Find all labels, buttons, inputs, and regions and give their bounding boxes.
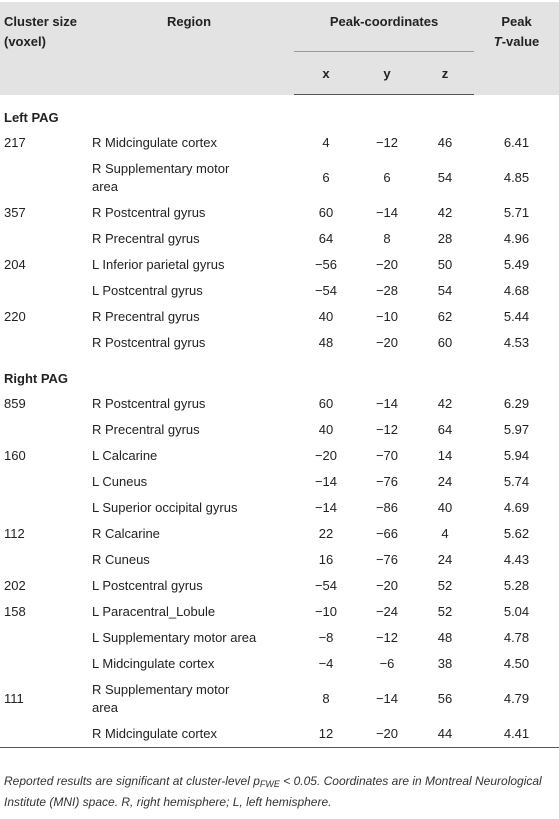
cell-z: 24 xyxy=(437,474,453,489)
cell-cluster-size: 112 xyxy=(4,526,25,541)
cell-x: −8 xyxy=(318,630,334,645)
cell-y: 6 xyxy=(383,170,391,185)
cell-x: 22 xyxy=(318,526,334,541)
cell-cluster-size xyxy=(0,495,88,521)
cell-cluster-size: 204 xyxy=(4,257,26,272)
cell-t-value: 4.85 xyxy=(503,170,530,185)
table-row xyxy=(0,521,559,547)
table-row xyxy=(0,278,559,304)
cell-region: L Inferior parietal gyrus xyxy=(92,257,225,272)
cell-z: 48 xyxy=(437,630,453,645)
table-row xyxy=(0,721,559,748)
table-row xyxy=(0,226,559,252)
cell-z: 4 xyxy=(441,526,449,541)
cell-region: R Postcentral gyrus xyxy=(92,205,206,220)
cell-x: 64 xyxy=(318,231,334,246)
cell-x: −4 xyxy=(318,656,334,671)
cell-cluster-size xyxy=(0,625,88,651)
cell-t-value: 4.50 xyxy=(503,656,530,671)
cell-cluster-size xyxy=(0,721,88,748)
cell-x: −10 xyxy=(314,604,338,619)
cell-t-value: 5.62 xyxy=(503,526,530,541)
cell-x: 48 xyxy=(318,335,334,350)
cell-region: R Midcingulate cortex xyxy=(88,721,294,748)
cell-region: R Precentral gyrus xyxy=(92,422,200,437)
cell-t-value: 6.41 xyxy=(503,135,530,150)
cell-t-value: 4.79 xyxy=(503,691,530,706)
cell-y: −12 xyxy=(375,422,399,437)
cell-cluster-size xyxy=(0,226,88,252)
header-peak-t-value xyxy=(474,2,559,95)
cell-y: −28 xyxy=(375,283,399,298)
cell-t-value: 4.69 xyxy=(503,500,530,515)
cell-x: 16 xyxy=(318,552,334,567)
cell-region: R Supplementary motor area xyxy=(92,161,230,194)
table-row xyxy=(0,625,559,651)
cell-cluster-size xyxy=(0,330,88,356)
cell-x: 60 xyxy=(318,396,334,411)
cell-z: 14 xyxy=(437,448,453,463)
cell-cluster-size xyxy=(0,417,88,443)
header-z: z xyxy=(416,52,474,95)
header-region: Region xyxy=(88,2,294,95)
cell-region: R Precentral gyrus xyxy=(92,231,200,246)
cell-y: −20 xyxy=(375,257,399,272)
header-peak-label: Peak xyxy=(501,14,532,29)
cell-y: −20 xyxy=(375,578,399,593)
cell-z: 52 xyxy=(437,604,453,619)
cell-t-value: 5.71 xyxy=(503,205,530,220)
cell-cluster-size: 357 xyxy=(4,205,26,220)
cell-x: −20 xyxy=(314,448,338,463)
table-row xyxy=(0,469,559,495)
cell-y: −14 xyxy=(375,205,399,220)
footnote-part-2: < 0.05. Coordinates are in Montreal Neurological Institute (MNI) space. R, right hemisphere; L, left hemisphere. xyxy=(4,774,542,809)
header-t-italic: T xyxy=(493,34,502,49)
cell-y: 8 xyxy=(383,231,391,246)
cell-z: 28 xyxy=(437,231,453,246)
table-row xyxy=(0,677,559,721)
cell-x: 8 xyxy=(322,691,330,706)
cell-region: L Postcentral gyrus xyxy=(92,578,203,593)
cell-t-value: 5.44 xyxy=(503,309,530,324)
cell-x: −56 xyxy=(314,257,338,272)
cell-z: 54 xyxy=(437,283,453,298)
table-row xyxy=(0,391,559,417)
cell-region: R Calcarine xyxy=(92,526,160,541)
cell-z: 52 xyxy=(437,578,453,593)
cell-t-value: 4.68 xyxy=(503,283,530,298)
cell-cluster-size xyxy=(0,278,88,304)
cell-region: L Paracentral_Lobule xyxy=(92,604,216,619)
header-t-value-label: -value xyxy=(501,34,540,49)
cell-y: −24 xyxy=(375,604,399,619)
table-row xyxy=(0,200,559,226)
cell-region: L Calcarine xyxy=(92,448,158,463)
cell-t-value: 5.04 xyxy=(503,604,530,619)
cell-t-value: 4.43 xyxy=(503,552,530,567)
table-body xyxy=(0,95,559,748)
cell-region: L Cuneus xyxy=(92,474,148,489)
cell-z: 64 xyxy=(437,422,453,437)
cell-y: −20 xyxy=(358,721,416,748)
cell-region: L Postcentral gyrus xyxy=(92,283,203,298)
cell-cluster-size xyxy=(0,469,88,495)
cell-region: L Superior occipital gyrus xyxy=(92,500,238,515)
cell-region: R Precentral gyrus xyxy=(92,309,200,324)
cell-z: 40 xyxy=(437,500,453,515)
table-row xyxy=(0,417,559,443)
cell-cluster-size: 111 xyxy=(4,691,24,706)
cell-cluster-size: 158 xyxy=(4,604,26,619)
header-cluster-size xyxy=(0,2,88,95)
cell-cluster-size: 220 xyxy=(4,309,26,324)
cell-cluster-size: 160 xyxy=(4,448,26,463)
cell-t-value: 4.96 xyxy=(503,231,530,246)
cell-x: −14 xyxy=(314,474,338,489)
cell-y: −6 xyxy=(379,656,395,671)
cell-t-value: 6.29 xyxy=(503,396,530,411)
table-row xyxy=(0,304,559,330)
cell-z: 24 xyxy=(437,552,453,567)
header-x: x xyxy=(294,52,358,95)
cell-z: 56 xyxy=(437,691,453,706)
cell-z: 38 xyxy=(437,656,453,671)
cell-z: 44 xyxy=(416,721,474,748)
table-row xyxy=(0,156,559,200)
table-row xyxy=(0,443,559,469)
cell-cluster-size xyxy=(0,651,88,677)
cell-t-value: 4.53 xyxy=(503,335,530,350)
section-label: Right PAG xyxy=(4,371,69,386)
table-row xyxy=(0,599,559,625)
cell-t-value: 5.74 xyxy=(503,474,530,489)
cell-z: 42 xyxy=(437,205,453,220)
cell-x: 6 xyxy=(322,170,330,185)
cell-z: 42 xyxy=(437,396,453,411)
cell-y: −76 xyxy=(375,474,399,489)
section-row xyxy=(0,356,559,391)
cell-x: −14 xyxy=(314,500,338,515)
cell-cluster-size: 202 xyxy=(4,578,26,593)
cell-y: −86 xyxy=(375,500,399,515)
cell-y: −14 xyxy=(375,396,399,411)
cell-t-value: 4.41 xyxy=(474,721,559,748)
cell-x: 60 xyxy=(318,205,334,220)
cell-z: 46 xyxy=(437,135,453,150)
cell-region: R Cuneus xyxy=(92,552,150,567)
cell-x: −54 xyxy=(314,283,338,298)
header-cluster-unit-label: (voxel) xyxy=(4,34,46,49)
cell-y: −66 xyxy=(375,526,399,541)
cell-t-value: 4.78 xyxy=(503,630,530,645)
cell-y: −76 xyxy=(375,552,399,567)
header-cluster-size-label: Cluster size xyxy=(4,14,77,29)
footnote-subscript: FWE xyxy=(259,779,280,789)
cell-y: −10 xyxy=(375,309,399,324)
table-row xyxy=(0,495,559,521)
section-label: Left PAG xyxy=(4,110,59,125)
cell-region: R Postcentral gyrus xyxy=(92,335,206,350)
cell-x: −54 xyxy=(314,578,338,593)
cell-region: L Supplementary motor area xyxy=(92,630,257,645)
cell-z: 62 xyxy=(437,309,453,324)
cell-cluster-size xyxy=(0,156,88,200)
cell-t-value: 5.94 xyxy=(503,448,530,463)
cell-z: 50 xyxy=(437,257,453,272)
cell-cluster-size: 859 xyxy=(4,396,26,411)
header-y: y xyxy=(358,52,416,95)
cell-x: 12 xyxy=(294,721,358,748)
cell-y: −14 xyxy=(375,691,399,706)
cell-cluster-size: 217 xyxy=(4,135,26,150)
cell-x: 4 xyxy=(322,135,330,150)
cell-z: 54 xyxy=(437,170,453,185)
cell-t-value: 5.49 xyxy=(503,257,530,272)
cell-y: −70 xyxy=(375,448,399,463)
cell-y: −12 xyxy=(375,630,399,645)
results-table xyxy=(0,2,559,748)
table-row xyxy=(0,547,559,573)
table-row xyxy=(0,130,559,156)
cell-region: L Midcingulate cortex xyxy=(92,656,215,671)
table-row xyxy=(0,651,559,677)
cell-x: 40 xyxy=(318,309,334,324)
cell-t-value: 5.97 xyxy=(503,422,530,437)
cell-x: 40 xyxy=(318,422,334,437)
footnote-part-1: Reported results are significant at cluster-level p xyxy=(4,774,260,788)
header-peak-coordinates: Peak-coordinates xyxy=(294,2,474,52)
table-row xyxy=(0,252,559,278)
table-row xyxy=(0,330,559,356)
cell-region: R Supplementary motor area xyxy=(92,682,230,715)
cell-y: −20 xyxy=(375,335,399,350)
table-footnote xyxy=(4,772,552,811)
section-row xyxy=(0,95,559,131)
cell-z: 60 xyxy=(437,335,453,350)
cell-cluster-size xyxy=(0,547,88,573)
cell-region: R Midcingulate cortex xyxy=(92,135,217,150)
cell-region: R Postcentral gyrus xyxy=(92,396,206,411)
table-row xyxy=(0,573,559,599)
table-header xyxy=(0,2,559,95)
cell-y: −12 xyxy=(375,135,399,150)
cell-t-value: 5.28 xyxy=(503,578,530,593)
